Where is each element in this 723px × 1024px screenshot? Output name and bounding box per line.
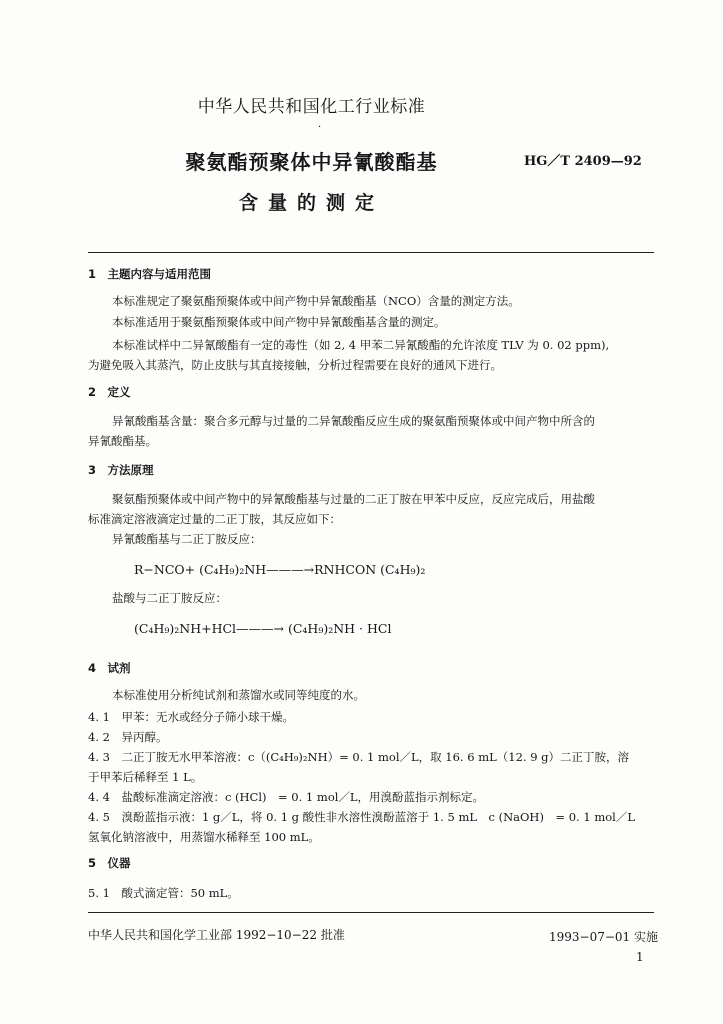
item-4-5b: 氢氧化钠溶液中，用蒸馏水稀释至 100 mL。: [88, 830, 320, 844]
item-4-4: 4. 4 盐酸标准滴定溶液：c (HCl) = 0. 1 mol／L，用溴酚蓝指示剂标定。: [88, 790, 485, 804]
section-3-heading: 3 方法原理: [88, 463, 154, 477]
section-3-para-1a: 聚氨酯预聚体或中间产物中的异氰酸酯基与过量的二正丁胺在甲苯中反应，反应完成后，用盐酸: [112, 492, 595, 506]
footer-rule: [88, 912, 654, 913]
section-4-heading: 4 试剂: [88, 661, 131, 675]
section-2-para-1a: 异氰酸酯基含量：聚合多元醇与过量的二异氰酸酯反应生成的聚氨酯预聚体或中间产物中所含的: [112, 414, 595, 428]
section-2-heading: 2 定义: [88, 385, 131, 399]
approval-note: 中华人民共和国化学工业部 1992−10−22 批准: [88, 928, 345, 942]
page-number: 1: [636, 950, 644, 964]
item-4-2: 4. 2 异丙醇。: [88, 730, 168, 744]
item-4-3b: 于甲苯后稀释至 1 L。: [88, 770, 203, 784]
document-title: 聚氨酯预聚体中异氰酸酯基: [185, 150, 438, 174]
section-1-heading: 1 主题内容与适用范围: [88, 267, 212, 281]
header-rule: [88, 252, 654, 253]
section-1-para-3b: 为避免吸入其蒸汽，防止皮肤与其直接接触，分析过程需要在良好的通风下进行。: [88, 358, 502, 372]
section-3-para-3: 盐酸与二正丁胺反应：: [112, 591, 227, 605]
section-3-para-1b: 标准滴定溶液滴定过量的二正丁胺，其反应如下：: [88, 512, 341, 526]
section-1-para-3a: 本标准试样中二异氰酸酯有一定的毒性（如 2, 4 甲苯二异氰酸酯的允许浓度 TLV 为 0. 02 ppm),: [112, 338, 610, 352]
reaction-equation-2: (C₄H₉)₂NH+HCl———→ (C₄H₉)₂NH · HCl: [134, 621, 392, 636]
section-4-intro: 本标准使用分析纯试剂和蒸馏水或同等纯度的水。: [112, 688, 365, 702]
section-5-heading: 5 仪器: [88, 856, 131, 870]
section-1-para-1: 本标准规定了聚氨酯预聚体或中间产物中异氰酸酯基（NCO）含量的测定方法。: [112, 294, 520, 308]
item-4-3a: 4. 3 二正丁胺无水甲苯溶液：c（(C₄H₉)₂NH）= 0. 1 mol／L，取 16. 6 mL（12. 9 g）二正丁胺，溶: [88, 750, 630, 764]
effective-date: 1993−07−01 实施: [549, 930, 659, 944]
reaction-equation-1: R−NCO+ (C₄H₉)₂NH———→RNHCON (C₄H₉)₂: [134, 562, 426, 577]
item-4-5a: 4. 5 溴酚蓝指示液：1 g／L，将 0. 1 g 酸性非水溶性溴酚蓝溶于 1. 5 mL c (NaOH) = 0. 1 mol／L: [88, 810, 635, 824]
item-4-1: 4. 1 甲苯：无水或经分子筛小球干燥。: [88, 710, 294, 724]
section-2-para-1b: 异氰酸酯基。: [88, 434, 157, 448]
header-dot: ·: [318, 122, 322, 133]
section-1-para-2: 本标准适用于聚氨酯预聚体或中间产物中异氰酸酯基含量的测定。: [112, 315, 446, 329]
item-5-1: 5. 1 酸式滴定管：50 mL。: [88, 886, 239, 900]
standard-code: HG／T 2409—92: [524, 154, 642, 169]
issuing-body: 中华人民共和国化工行业标准: [197, 97, 426, 117]
section-3-para-2: 异氰酸酯基与二正丁胺反应：: [112, 532, 262, 546]
document-subtitle: 含量的测定: [238, 192, 384, 214]
